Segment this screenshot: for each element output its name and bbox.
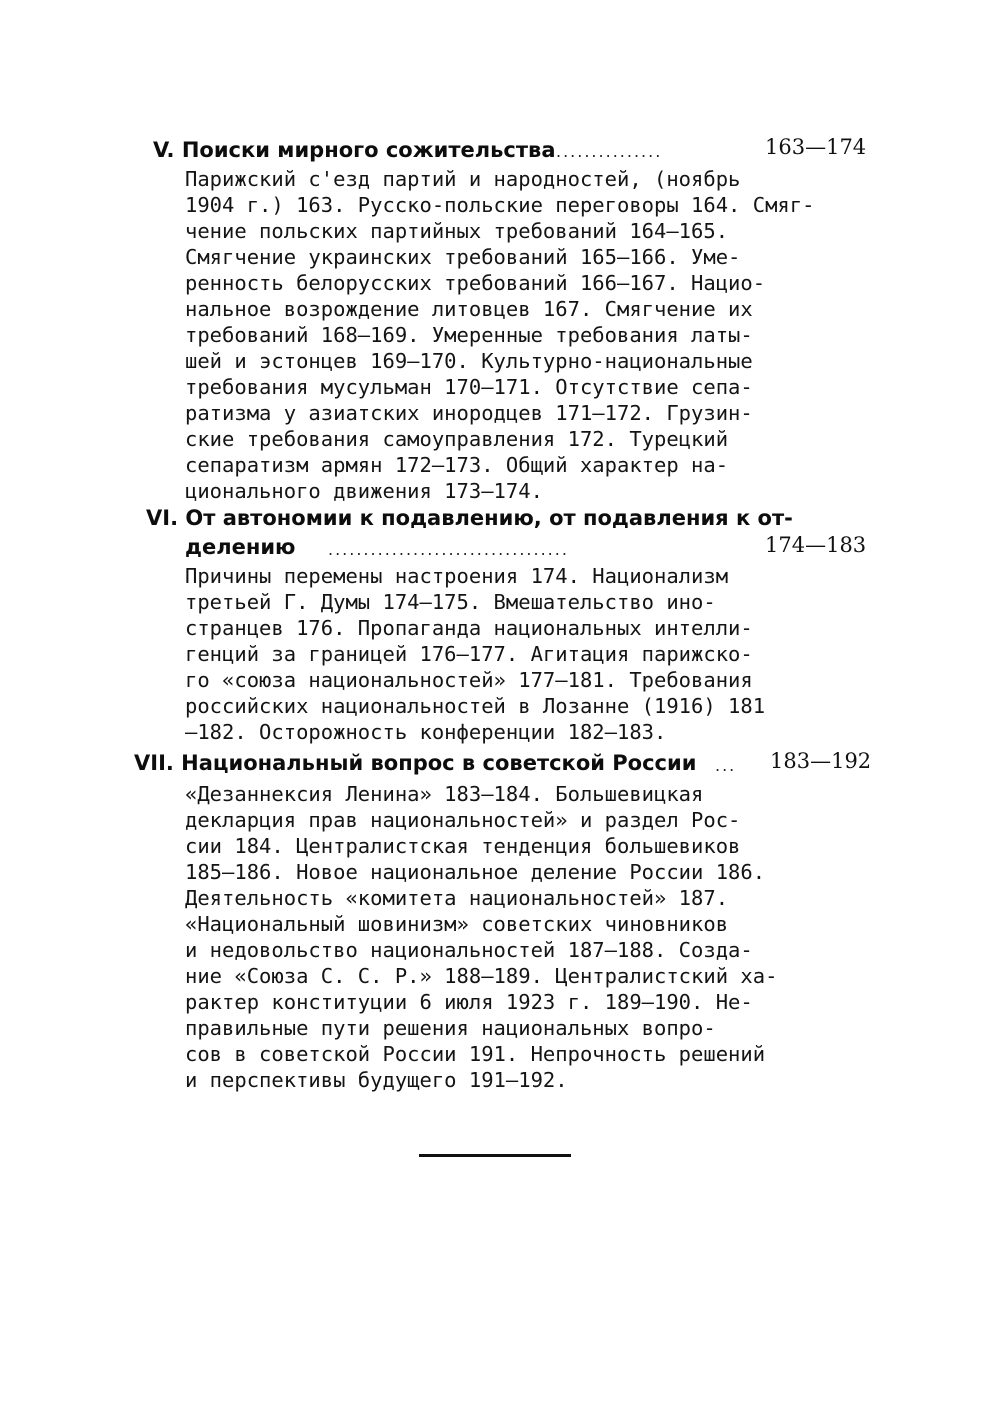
section-v-line: чение польских партийных требований 164—165. <box>185 219 729 243</box>
section-vii-line: рактер конституции 6 июля 1923 г. 189—190. Не- <box>185 990 753 1014</box>
section-v-line: сепаратизм армян 172—173. Общий характер на- <box>185 453 729 477</box>
section-vi-numeral: VI. <box>146 506 179 530</box>
section-v-numeral: V. <box>153 138 175 162</box>
section-vi-line: третьей Г. Думы 174—175. Вмешательство ино- <box>185 590 716 614</box>
section-v-line: ратизма у азиатских инородцев 171—172. Грузин- <box>185 401 753 425</box>
section-vii-numeral: VII. <box>134 751 174 775</box>
section-v-heading <box>153 137 556 164</box>
section-v-line: нальное возрождение литовцев 167. Смягчение их <box>185 297 753 321</box>
section-v-line: Смягчение украинских требований 165—166. Уме- <box>185 245 741 269</box>
section-v-line: Парижский с'езд партий и народностей, (ноябрь <box>185 167 741 191</box>
section-vi-line: го «союза национальностей» 177—181. Требования <box>185 668 753 692</box>
section-vii-line: Деятельность «комитета национальностей» 187. <box>185 886 729 910</box>
section-vii-leader: ... <box>715 756 737 775</box>
section-v-line: шей и эстонцев 169—170. Культурно-национальные <box>185 349 753 373</box>
section-vii-line: 185—186. Новое национальное деление России 186. <box>185 860 766 884</box>
section-v-line: ренность белорусских требований 166—167. Нацио- <box>185 271 766 295</box>
section-vii-pages: 183—192 <box>770 749 872 773</box>
section-vi-line: генций за границей 176—177. Агитация парижско- <box>185 642 753 666</box>
section-vii-line: и недовольство национальностей 187—188. Созда- <box>185 938 753 962</box>
section-vii-title: Национальный вопрос в советской России <box>181 751 697 775</box>
section-vi-title-line1: От автономии к подавлению, от подавления к от- <box>185 506 793 530</box>
section-vi-line: —182. Осторожность конференции 182—183. <box>185 720 667 744</box>
section-v-line: требований 168—169. Умеренные требования латы- <box>185 323 753 347</box>
section-vii-line: сов в советской России 191. Непрочность решений <box>185 1042 766 1066</box>
section-v-leader: ............... <box>556 142 663 161</box>
section-vi-title-line2: делению <box>185 535 296 559</box>
section-vi-line: Причины перемены настроения 174. Национализм <box>185 564 729 588</box>
section-vii-line: «Дезаннексия Ленина» 183—184. Большевицкая <box>185 782 704 806</box>
section-vii-line: декларция прав национальностей» и раздел Рос- <box>185 808 741 832</box>
section-vii-line: правильные пути решения национальных вопро- <box>185 1016 716 1040</box>
section-v-line: ционального движения 173—174. <box>185 479 543 503</box>
section-v-line: 1904 г.) 163. Русско-польские переговоры 164. Смяг- <box>185 193 815 217</box>
section-v-line: ские требования самоуправления 172. Турецкий <box>185 427 729 451</box>
section-vi-leader: .................................. <box>328 540 569 559</box>
section-v-title: Поиски мирного сожительства <box>181 138 556 162</box>
section-vii-line: ние «Союза С. С. Р.» 188—189. Централистский ха- <box>185 964 778 988</box>
section-vii-line: сии 184. Централистская тенденция большевиков <box>185 834 741 858</box>
closing-divider <box>419 1154 571 1157</box>
section-vii-line: «Национальный шовинизм» советских чиновников <box>185 912 729 936</box>
section-v-line: требования мусульман 170—171. Отсутствие сепа- <box>185 375 753 399</box>
section-vii-line: и перспективы будущего 191—192. <box>185 1068 568 1092</box>
section-v-pages: 163—174 <box>765 135 867 159</box>
section-vi-pages: 174—183 <box>765 533 867 557</box>
section-vi-line: странцев 176. Пропаганда национальных интелли- <box>185 616 753 640</box>
section-vi-heading <box>146 505 793 532</box>
section-vii-heading <box>134 750 696 777</box>
section-vi-line: российских национальностей в Лозанне (1916) 181 <box>185 694 766 718</box>
